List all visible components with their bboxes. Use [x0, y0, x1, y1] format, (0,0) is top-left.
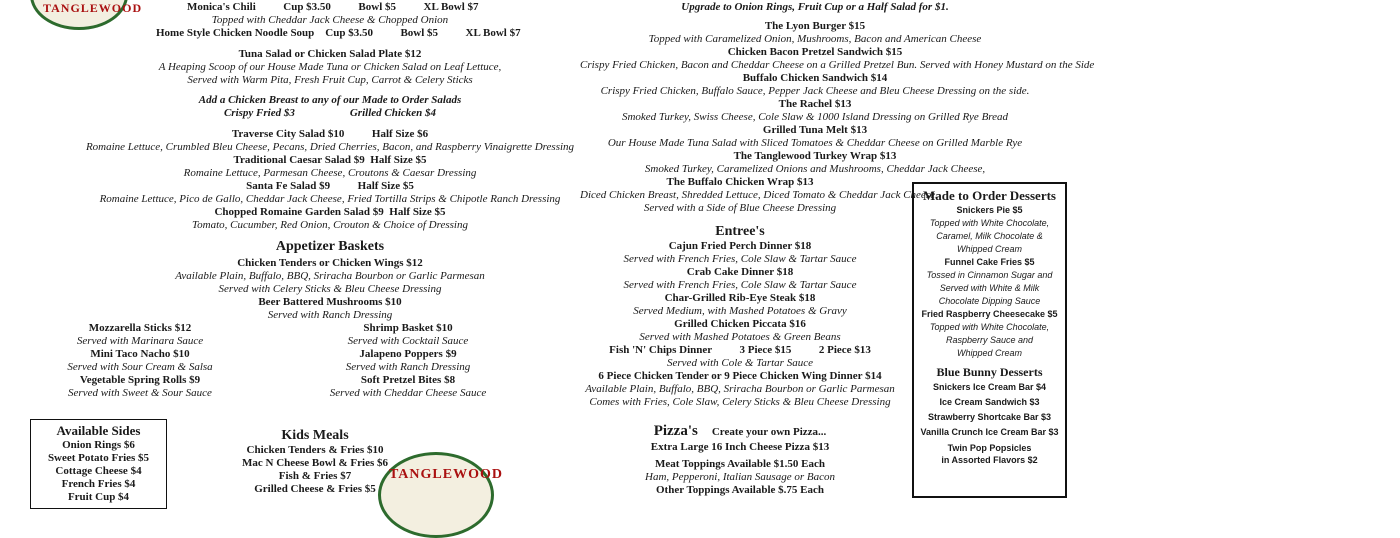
burger-1-title: The Lyon Burger $15	[764, 20, 866, 32]
entrees-heading: Entree's	[715, 224, 765, 239]
bunny-item-1: Snickers Ice Cream Bar $4	[932, 382, 1047, 392]
dessert-3-desc-2: Raspberry Sauce and	[945, 335, 1034, 345]
entree-2-title: Crab Cake Dinner $18	[686, 266, 794, 278]
soup-line: Home Style Chicken Noodle Soup Cup $3.50 Bowl $5 XL Bowl $7	[156, 27, 521, 39]
burger-1-desc: Topped with Caramelized Onion, Mushrooms, Bacon and American Cheese	[648, 33, 982, 45]
burger-5-desc: Our House Made Tuna Salad with Sliced Tomatoes & Cheddar Cheese on Grilled Marble Rye	[607, 137, 1023, 149]
bunny-list	[914, 380, 1065, 466]
kids-list	[230, 444, 400, 496]
app-left-1-title: Mozzarella Sticks $12	[88, 322, 192, 334]
chili-note: Topped with Cheddar Jack Cheese & Chopped Onion	[211, 14, 449, 26]
pizza-meat: Meat Toppings Available $1.50 Each	[654, 458, 826, 470]
side-1: Onion Rings $6	[62, 439, 135, 451]
salad-1-title: Traverse City Salad $10 Half Size $6	[231, 128, 429, 140]
bunny-item-2: Ice Cream Sandwich $3	[939, 397, 1040, 407]
burger-7-desc-2: Served with a Side of Blue Cheese Dressing	[643, 202, 837, 214]
bunny-item-6: in Assorted Flavors $2	[941, 455, 1038, 465]
burger-4-title: The Rachel $13	[778, 98, 852, 110]
desserts-box	[912, 182, 1067, 498]
available-sides-box	[30, 419, 167, 509]
salad-3-title: Santa Fe Salad $9 Half Size $5	[246, 180, 414, 192]
add-chicken-prices: Crispy Fried $3 Grilled Chicken $4	[223, 107, 437, 119]
side-4: French Fries $4	[61, 478, 136, 490]
bunny-item-4: Vanilla Crunch Ice Cream Bar $3	[920, 427, 1059, 437]
sides-heading: Available Sides	[56, 423, 141, 438]
tuna-desc-2: Served with Warm Pita, Fresh Fruit Cup, Carrot & Celery Sticks	[187, 74, 473, 86]
dessert-3-desc-1: Topped with White Chocolate,	[929, 322, 1050, 332]
app-left-2-title: Mini Taco Nacho $10	[90, 348, 190, 360]
kids-item-4: Grilled Cheese & Fries $5	[254, 483, 376, 495]
salad-2-desc: Romaine Lettuce, Parmesan Cheese, Croutons & Caesar Dressing	[183, 167, 477, 179]
tenders-desc-2: Served with Celery Sticks & Bleu Cheese Dressing	[218, 283, 442, 295]
burger-6-title: The Tanglewood Turkey Wrap $13	[733, 150, 897, 162]
tenders-desc-1: Available Plain, Buffalo, BBQ, Sriracha Bourbon or Garlic Parmesan	[175, 270, 485, 282]
pizza-other: Other Toppings Available $.75 Each	[656, 484, 824, 496]
app-left-3-desc: Served with Sweet & Sour Sauce	[68, 387, 212, 399]
burger-5-title: Grilled Tuna Melt $13	[762, 124, 868, 136]
dessert-1-desc-1: Topped with White Chocolate,	[929, 218, 1050, 228]
tuna-desc-1: A Heaping Scoop of our House Made Tuna or Chicken Salad on Leaf Lettuce,	[158, 61, 502, 73]
app-left-2-desc: Served with Sour Cream & Salsa	[67, 361, 213, 373]
pizza-meat-list: Ham, Pepperoni, Italian Sausage or Bacon	[645, 471, 835, 483]
entree-4-desc: Served with Mashed Potatoes & Green Beans	[639, 331, 841, 343]
appetizers-right	[318, 322, 498, 400]
dessert-2-desc-2: Served with White & Milk	[939, 283, 1040, 293]
tenders-title: Chicken Tenders or Chicken Wings $12	[237, 257, 423, 269]
desserts-heading: Made to Order Desserts	[923, 188, 1056, 203]
kids-item-1: Chicken Tenders & Fries $10	[246, 444, 384, 456]
salad-2-title: Traditional Caesar Salad $9 Half Size $5	[233, 154, 427, 166]
kids-item-3: Fish & Fries $7	[278, 470, 352, 482]
app-right-1-desc: Served with Cocktail Sauce	[347, 335, 469, 347]
app-right-2-title: Jalapeno Poppers $9	[359, 348, 457, 360]
entree-3-desc: Served Medium, with Mashed Potatoes & Gravy	[633, 305, 847, 317]
appetizers-left	[50, 322, 230, 400]
pizza-heading: Pizza's	[653, 423, 698, 439]
app-right-1-title: Shrimp Basket $10	[363, 322, 453, 334]
chili-line: Monica's Chili Cup $3.50 Bowl $5 XL Bowl $7	[187, 1, 479, 13]
burger-2-title: Chicken Bacon Pretzel Sandwich $15	[727, 46, 903, 58]
app-right-2-desc: Served with Ranch Dressing	[345, 361, 471, 373]
burger-7-title: The Buffalo Chicken Wrap $13	[666, 176, 814, 188]
entree-6-desc-1: Available Plain, Buffalo, BBQ, Sriracha Bourbon or Garlic Parmesan	[585, 383, 895, 395]
add-chicken-line: Add a Chicken Breast to any of our Made to Order Salads	[198, 94, 462, 106]
pizza-base: Extra Large 16 Inch Cheese Pizza $13	[650, 441, 830, 453]
kids-item-2: Mac N Cheese Bowl & Fries $6	[241, 457, 389, 469]
dessert-3-title: Fried Raspberry Cheesecake $5	[921, 309, 1058, 319]
entree-6-title: 6 Piece Chicken Tender or 9 Piece Chicken Wing Dinner $14	[598, 370, 882, 382]
logo-top-text: TANGLEWOOD	[43, 1, 143, 15]
burger-3-desc: Crispy Fried Chicken, Buffalo Sauce, Pepper Jack Cheese and Bleu Cheese Dressing on the side.	[600, 85, 1030, 97]
app-left-3-title: Vegetable Spring Rolls $9	[79, 374, 201, 386]
salad-4-desc: Tomato, Cucumber, Red Onion, Crouton & Choice of Dressing	[192, 219, 468, 231]
entree-5-desc: Served with Cole & Tartar Sauce	[667, 357, 813, 369]
pizza-sub: Create your own Pizza...	[711, 426, 827, 438]
mushrooms-desc: Served with Ranch Dressing	[267, 309, 393, 321]
appetizer-heading: Appetizer Baskets	[275, 239, 385, 254]
entrees-list	[580, 240, 900, 409]
dessert-3-desc-3: Whipped Cream	[956, 348, 1023, 358]
entree-4-title: Grilled Chicken Piccata $16	[674, 318, 806, 330]
bunny-heading: Blue Bunny Desserts	[936, 365, 1043, 379]
salad-4-title: Chopped Romaine Garden Salad $9 Half Size $5	[214, 206, 446, 218]
entree-1-title: Cajun Fried Perch Dinner $18	[668, 240, 812, 252]
entree-2-desc: Served with French Fries, Cole Slaw & Tartar Sauce	[623, 279, 857, 291]
side-2: Sweet Potato Fries $5	[47, 452, 150, 464]
dessert-1-title: Snickers Pie $5	[956, 205, 1023, 215]
app-left-1-desc: Served with Marinara Sauce	[76, 335, 204, 347]
logo-bottom-text: TANGLEWOOD	[389, 467, 503, 482]
bunny-item-5: Twin Pop Popsicles	[947, 443, 1032, 453]
entree-3-title: Char-Grilled Rib-Eye Steak $18	[664, 292, 816, 304]
side-5: Fruit Cup $4	[67, 491, 130, 503]
burger-4-desc: Smoked Turkey, Swiss Cheese, Cole Slaw & 1000 Island Dressing on Grilled Rye Bread	[621, 111, 1009, 123]
kids-heading: Kids Meals	[281, 428, 349, 443]
entree-5-title: Fish 'N' Chips Dinner 3 Piece $15 2 Piece $13	[609, 344, 871, 356]
entree-1-desc: Served with French Fries, Cole Slaw & Tartar Sauce	[623, 253, 857, 265]
burger-2-desc: Crispy Fried Chicken, Bacon and Cheddar Cheese on a Grilled Pretzel Bun. Served with Honey Mustard on the Side	[580, 59, 1095, 71]
pizza-section	[580, 422, 900, 497]
dessert-2-desc-1: Tossed in Cinnamon Sugar and	[926, 270, 1053, 280]
app-right-3-desc: Served with Cheddar Cheese Sauce	[329, 387, 487, 399]
burger-6-desc: Smoked Turkey, Caramelized Onions and Mushrooms, Cheddar Jack Cheese,	[644, 163, 986, 175]
dessert-2-desc-3: Chocolate Dipping Sauce	[938, 296, 1041, 306]
dessert-1-desc-2: Caramel, Milk Chocolate &	[936, 231, 1043, 241]
desserts-list	[914, 204, 1065, 360]
salad-1-desc: Romaine Lettuce, Crumbled Bleu Cheese, Pecans, Dried Cherries, Bacon, and Raspberry Vinaigrette Dressing	[85, 141, 575, 153]
dessert-2-title: Funnel Cake Fries $5	[944, 257, 1035, 267]
salad-3-desc: Romaine Lettuce, Pico de Gallo, Cheddar Jack Cheese, Fried Tortilla Strips & Chipotle Ranch Dressing	[99, 193, 561, 205]
burger-3-title: Buffalo Chicken Sandwich $14	[742, 72, 888, 84]
dessert-1-desc-3: Whipped Cream	[956, 244, 1023, 254]
burger-7-desc-1: Diced Chicken Breast, Shredded Lettuce, Diced Tomato & Cheddar Jack Cheese.	[580, 189, 938, 201]
app-right-3-title: Soft Pretzel Bites $8	[360, 374, 456, 386]
mushrooms-title: Beer Battered Mushrooms $10	[258, 296, 402, 308]
upgrade-line: Upgrade to Onion Rings, Fruit Cup or a Half Salad for $1.	[681, 1, 949, 13]
tuna-title: Tuna Salad or Chicken Salad Plate $12	[238, 48, 422, 60]
tanglewood-logo-bottom	[378, 452, 503, 538]
side-3: Cottage Cheese $4	[55, 465, 142, 477]
entree-6-desc-2: Comes with Fries, Cole Slaw, Celery Sticks & Bleu Cheese Dressing	[589, 396, 891, 408]
bunny-item-3: Strawberry Shortcake Bar $3	[927, 412, 1052, 422]
